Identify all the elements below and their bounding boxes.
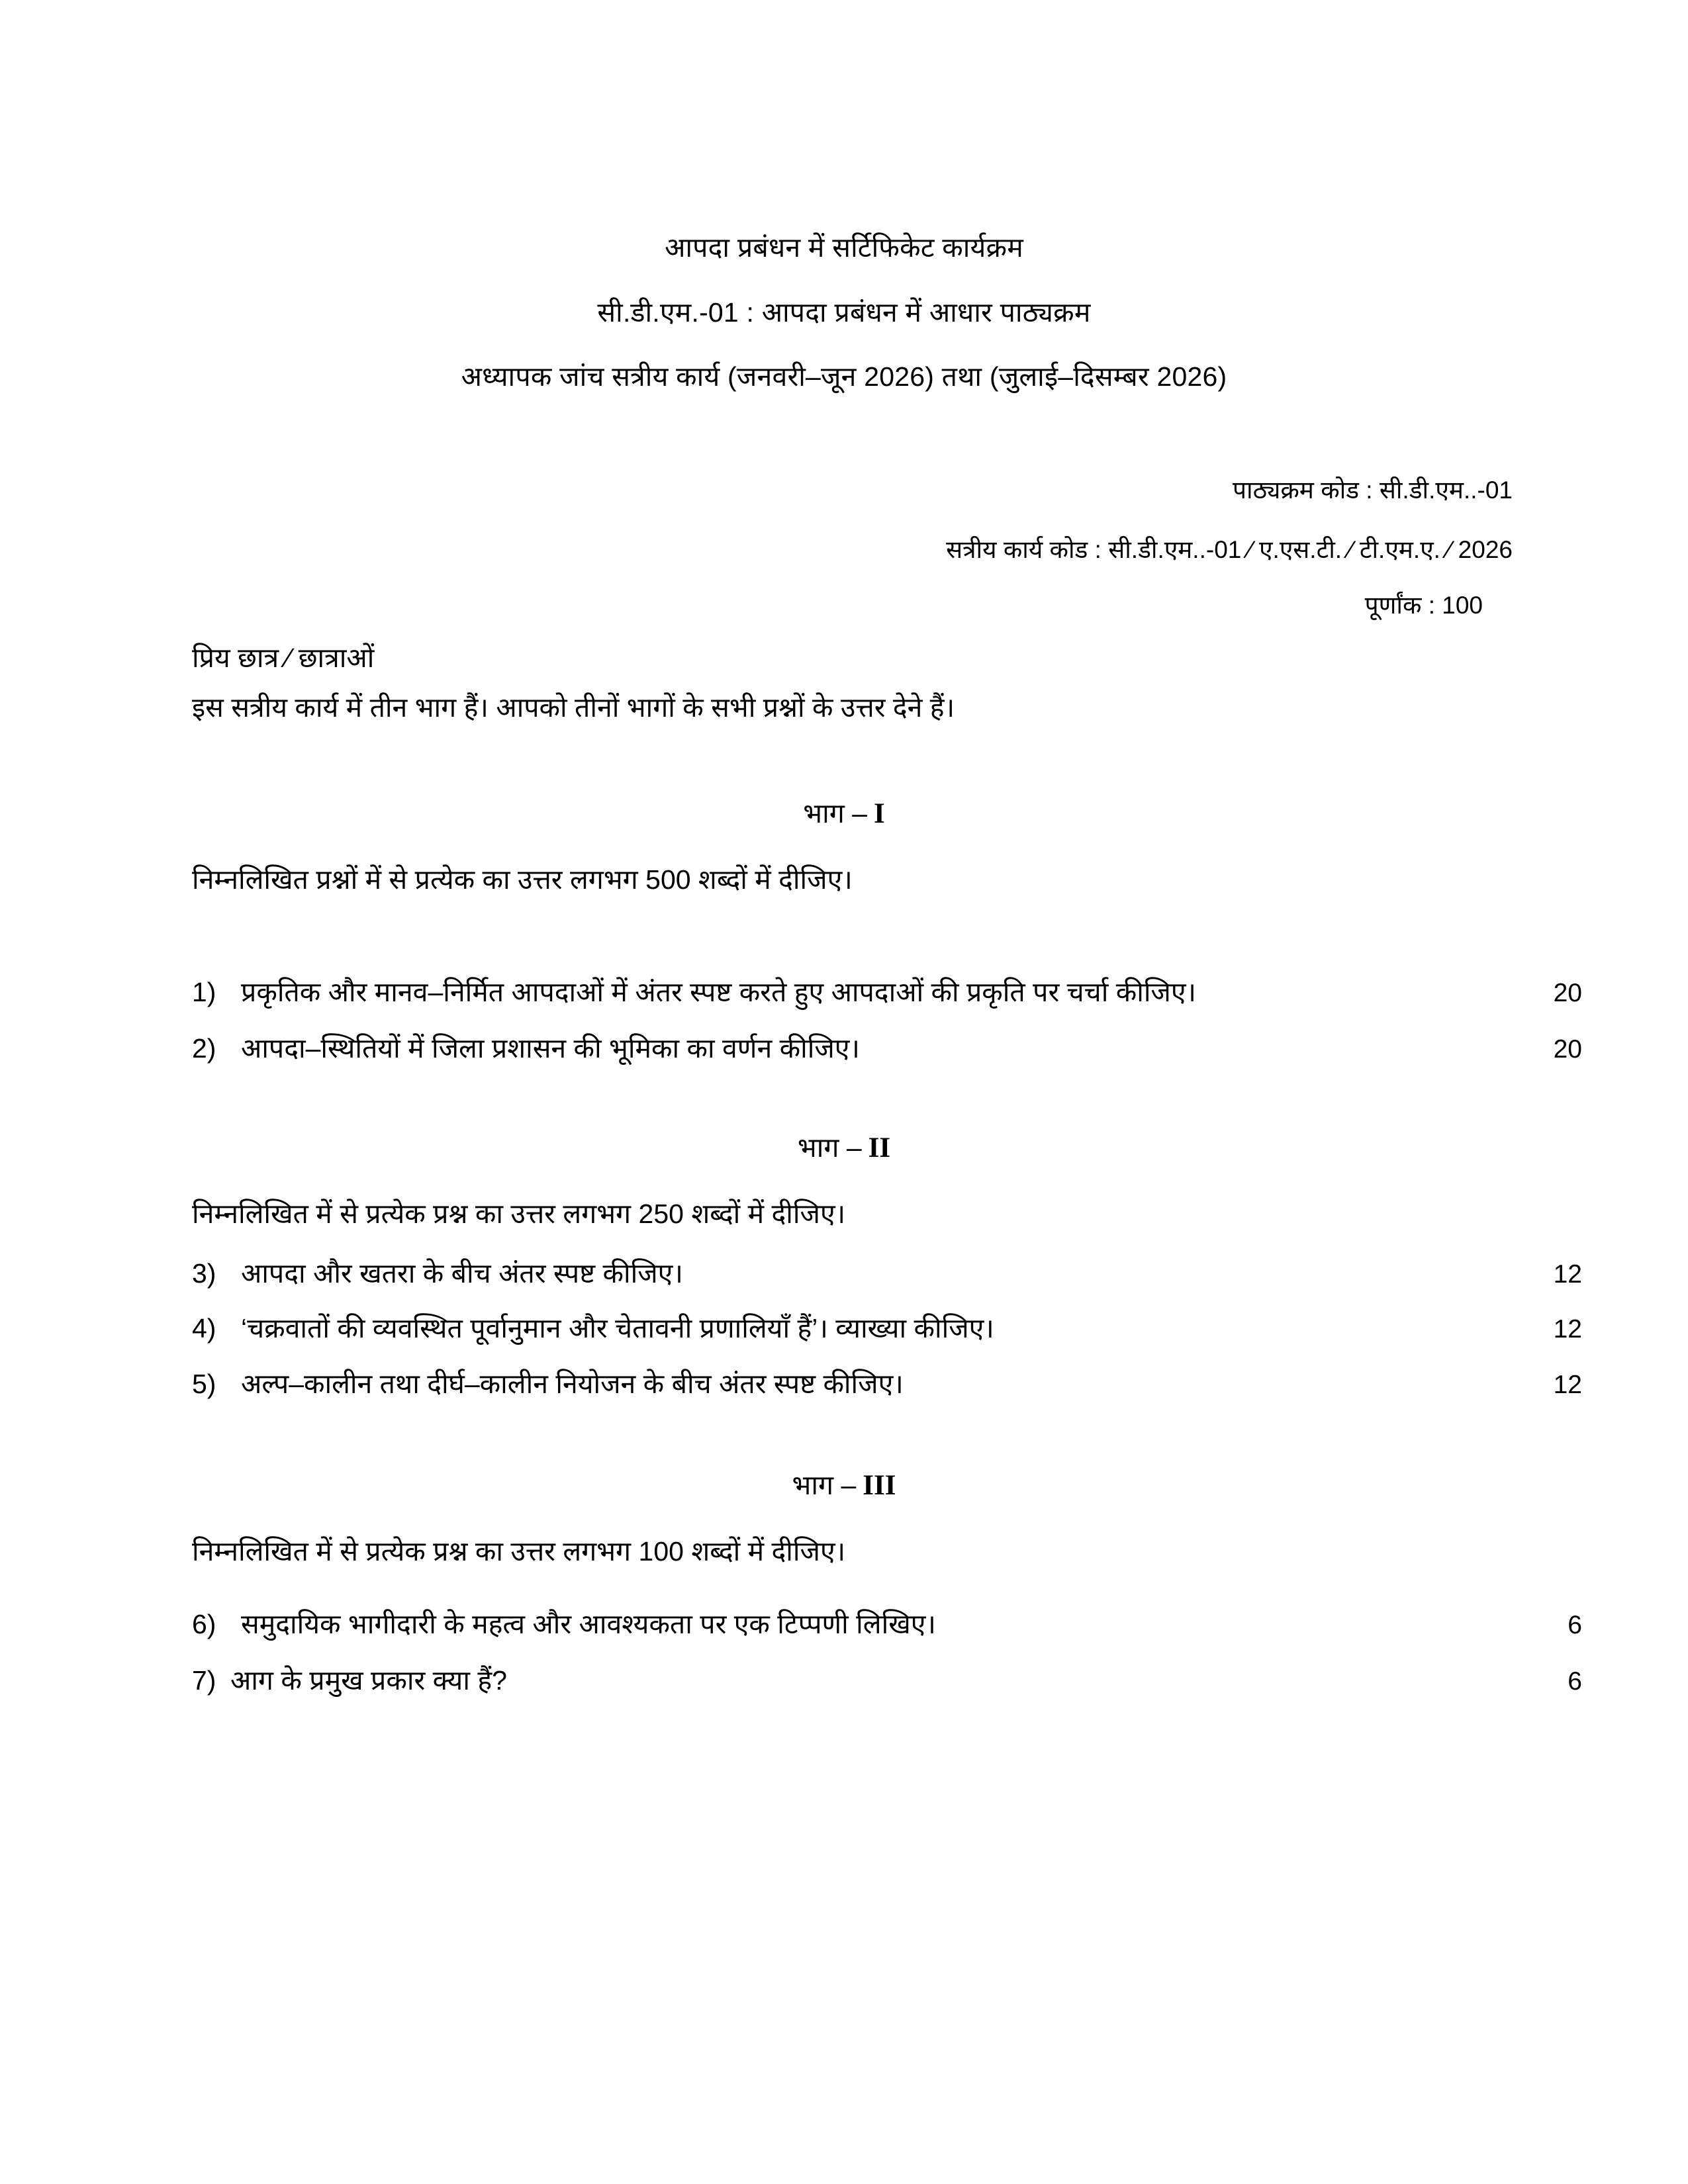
part-heading-2-label: भाग – (797, 1132, 862, 1163)
assignment-code: सत्रीय कार्य कोड : सी.डी.एम..-01 ⁄ ए.एस.टी. ⁄ टी.एम.ए. ⁄ 2026 (946, 536, 1513, 563)
question-number: 6) (192, 1609, 216, 1639)
question-text: ‘चक्रवातों की व्यवस्थित पूर्वानुमान और चेतावनी प्रणालियाँ हैं’। व्याख्या कीजिए। (241, 1313, 994, 1343)
question-marks: 6 (1568, 1611, 1582, 1639)
question-marks: 20 (1553, 1035, 1582, 1064)
question-row-3 (192, 1254, 1582, 1291)
question-row-2 (192, 1029, 1582, 1066)
part-3-directive: निम्नलिखित में से प्रत्येक प्रश्न का उत्तर लगभग 100 शब्दों में दीजिए। (192, 1536, 846, 1567)
assignment-session-title: अध्यापक जांच सत्रीय कार्य (जनवरी–जून 2026) तथा (जुलाई–दिसम्बर 2026) (461, 361, 1227, 392)
part-2-directive: निम्नलिखित में से प्रत्येक प्रश्न का उत्तर लगभग 250 शब्दों में दीजिए। (192, 1199, 846, 1229)
part-heading-3 (0, 1466, 1688, 1503)
question-text: अल्प–कालीन तथा दीर्घ–कालीन नियोजन के बीच अंतर स्पष्ट कीजिए। (241, 1369, 904, 1399)
question-marks: 6 (1568, 1667, 1582, 1696)
max-marks: पूर्णांक : 100 (1364, 592, 1483, 619)
question-row-1 (192, 973, 1582, 1010)
part-heading-2 (0, 1128, 1688, 1165)
question-number: 7) (192, 1665, 216, 1696)
question-text: समुदायिक भागीदारी के महत्व और आवश्यकता पर एक टिप्पणी लिखिए। (241, 1609, 936, 1639)
question-number: 5) (192, 1369, 216, 1399)
part-heading-1 (0, 794, 1688, 831)
question-text: आपदा और खतरा के बीच अंतर स्पष्ट कीजिए। (241, 1258, 683, 1289)
course-code: पाठ्यक्रम कोड : सी.डी.एम..-01 (1233, 477, 1513, 504)
question-row-7 (192, 1661, 1582, 1698)
general-instruction: इस सत्रीय कार्य में तीन भाग हैं। आपको तीनों भागों के सभी प्रश्नों के उत्तर देने हैं। (192, 692, 955, 723)
question-text: प्रकृतिक और मानव–निर्मित आपदाओं में अंतर स्पष्ट करते हुए आपदाओं की प्रकृति पर चर्चा कीजिए। (241, 977, 1197, 1007)
part-heading-3-numeral: III (863, 1470, 896, 1501)
program-title: आपदा प्रबंधन में सर्टिफिकेट कार्यक्रम (665, 232, 1023, 263)
question-row-6 (192, 1605, 1582, 1642)
part-heading-1-numeral: I (873, 798, 885, 829)
question-number: 3) (192, 1258, 216, 1289)
question-marks: 12 (1553, 1371, 1582, 1399)
question-row-5 (192, 1365, 1582, 1402)
part-1-directive: निम्नलिखित प्रश्नों में से प्रत्येक का उत्तर लगभग 500 शब्दों में दीजिए। (192, 864, 853, 895)
part-heading-2-numeral: II (868, 1132, 891, 1163)
question-text: आग के प्रमुख प्रकार क्या हैं? (230, 1665, 507, 1696)
question-number: 4) (192, 1313, 216, 1343)
question-row-4 (192, 1309, 1582, 1346)
question-number: 2) (192, 1033, 216, 1064)
question-marks: 12 (1553, 1260, 1582, 1289)
salutation: प्रिय छात्र ⁄ छात्राओं (192, 643, 375, 673)
course-title: सी.डी.एम.-01 : आपदा प्रबंधन में आधार पाठ्यक्रम (597, 297, 1091, 328)
part-heading-1-label: भाग – (803, 798, 867, 829)
question-text: आपदा–स्थितियों में जिला प्रशासन की भूमिका का वर्णन कीजिए। (241, 1033, 860, 1064)
part-heading-3-label: भाग – (792, 1470, 857, 1500)
question-marks: 12 (1553, 1315, 1582, 1343)
question-marks: 20 (1553, 979, 1582, 1007)
question-number: 1) (192, 977, 216, 1007)
